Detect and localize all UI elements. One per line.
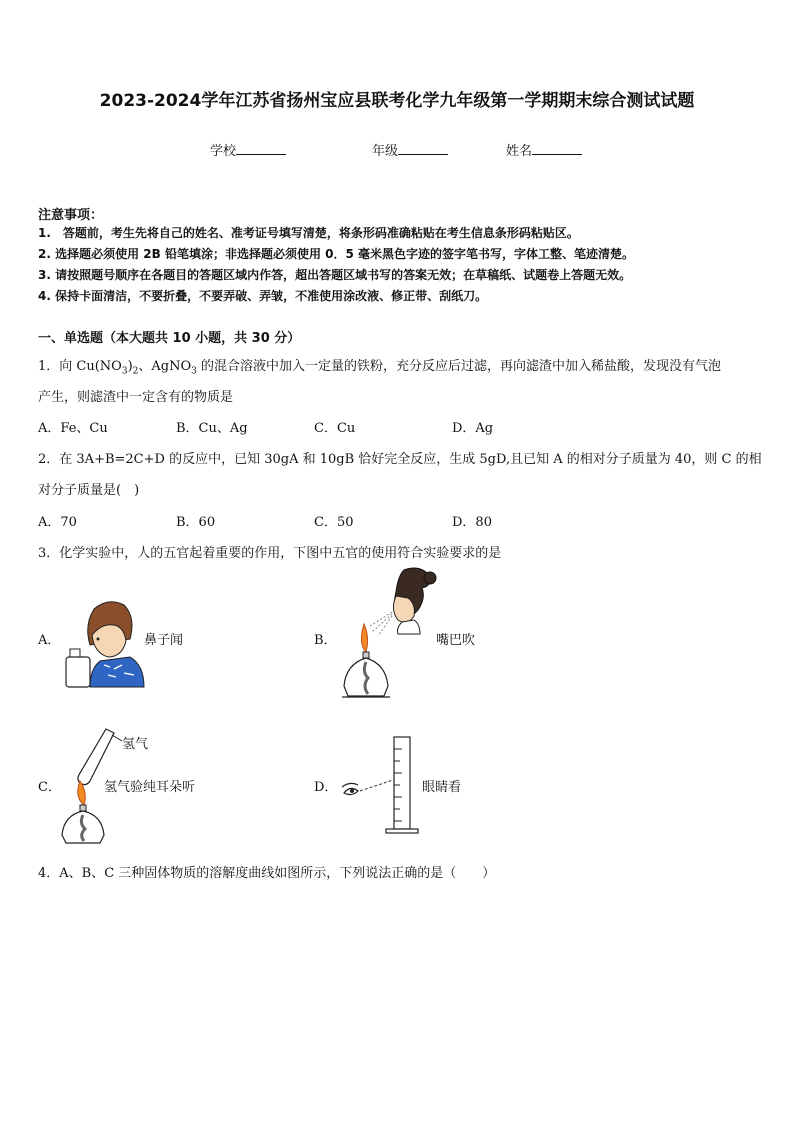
q3-caption-b: 嘴巴吹 xyxy=(436,633,476,648)
name-field xyxy=(506,140,582,159)
q1-option-a[interactable]: A．Fe、Cu xyxy=(38,421,108,436)
graduated-cylinder-illustration xyxy=(340,735,420,835)
q3-caption-c-top: 氢气 xyxy=(122,737,149,752)
notice-heading: 注意事项： xyxy=(38,208,104,223)
q3-stem: 3．化学实验中，人的五官起着重要的作用，下图中五官的使用符合实验要求的是 xyxy=(38,546,502,561)
girl-blowing-lamp-illustration xyxy=(340,566,440,702)
page-title: 2023-2024学年江苏省扬州宝应县联考化学九年级第一学期期末综合测试试题 xyxy=(99,91,695,111)
q1-option-d[interactable]: D．Ag xyxy=(452,421,494,436)
name-blank xyxy=(532,141,582,155)
school-label: 学校 xyxy=(210,144,237,159)
q3-caption-c-bottom: 氢气验纯耳朵听 xyxy=(104,780,196,795)
grade-blank xyxy=(398,141,448,155)
boy-smelling-illustration xyxy=(64,595,144,689)
notice-item: 1. 答题前，考生先将自己的姓名、准考证号填写清楚，将条形码准确粘贴在考生信息条形码粘贴区。 xyxy=(38,226,579,240)
notice-item: 4. 保持卡面清洁，不要折叠，不要弄破、弄皱，不准使用涂改液、修正带、刮纸刀。 xyxy=(38,289,488,303)
q2-option-a[interactable]: A．70 xyxy=(38,515,77,530)
q2-option-d[interactable]: D．80 xyxy=(452,515,492,530)
q2-stem-line1: 2．在 3A+B=2C+D 的反应中，已知 30gA 和 10gB 恰好完全反应，生成 5gD,且已知 A 的相对分子质量为 40，则 C 的相 xyxy=(38,452,762,467)
q3-option-d[interactable]: D． xyxy=(314,780,338,795)
q1-option-b[interactable]: B．Cu、Ag xyxy=(176,421,248,436)
q3-option-c[interactable]: C． xyxy=(38,780,61,795)
name-label: 姓名 xyxy=(506,144,533,159)
q2-stem-line2: 对分子质量是( ) xyxy=(38,483,140,498)
q4-stem: 4．A、B、C 三种固体物质的溶解度曲线如图所示，下列说法正确的是（ ） xyxy=(38,866,496,881)
q3-option-a[interactable]: A． xyxy=(38,633,61,648)
q2-option-c[interactable]: C．50 xyxy=(314,515,354,530)
q3-caption-a: 鼻子闻 xyxy=(144,633,184,648)
grade-label: 年级 xyxy=(372,144,399,159)
section-heading: 一、单选题（本大题共 10 小题，共 30 分） xyxy=(38,331,301,346)
q1-stem-line1: 1．向 $Cu(NO_3)_2$、AgNO$_3$ 的混合溶液中加入一定量的铁粉，充分反应后过滤，再向滤渣中加入稀盐酸，发现没有气泡 xyxy=(38,359,721,377)
school-field xyxy=(210,140,286,159)
q1-stem-line2: 产生，则滤渣中一定含有的物质是 xyxy=(38,390,234,405)
grade-field xyxy=(372,140,448,159)
q1-option-c[interactable]: C．Cu xyxy=(314,421,356,436)
notice-item: 2. 选择题必须使用 2B 铅笔填涂；非选择题必须使用 0．5 毫米黑色字迹的签字笔书写，字体工整、笔迹清楚。 xyxy=(38,247,634,261)
q2-option-b[interactable]: B．60 xyxy=(176,515,216,530)
q3-caption-d: 眼睛看 xyxy=(422,780,462,795)
notice-item: 3. 请按照题号顺序在各题目的答题区域内作答，超出答题区域书写的答案无效；在草稿纸、试题卷上答题无效。 xyxy=(38,268,632,282)
q3-option-b[interactable]: B． xyxy=(314,633,337,648)
school-blank xyxy=(236,141,286,155)
